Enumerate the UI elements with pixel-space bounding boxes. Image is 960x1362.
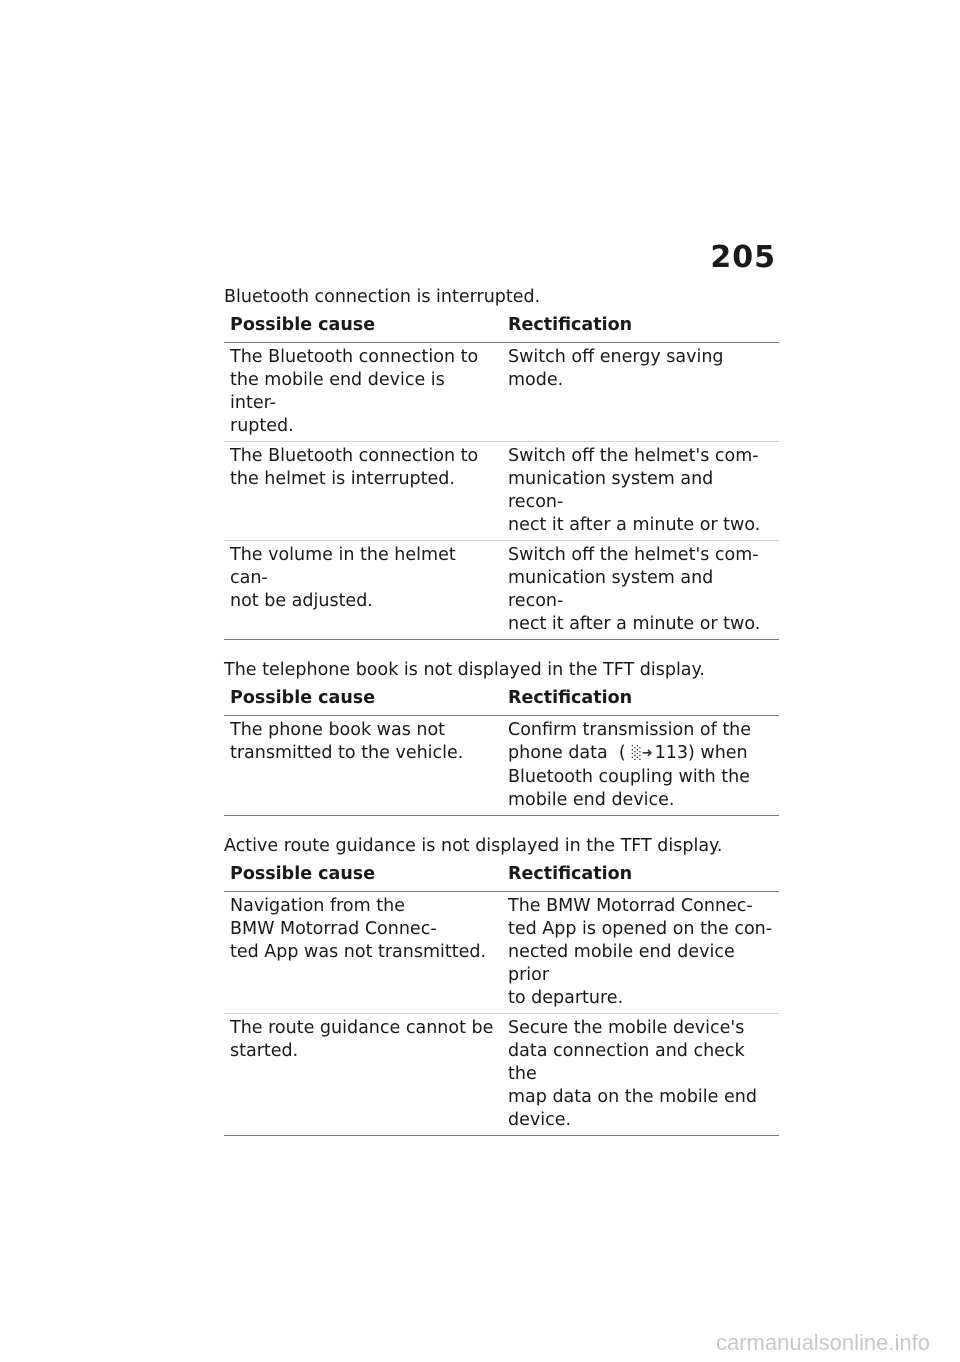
table-row xyxy=(224,541,779,640)
column-header-rectification: Rectification xyxy=(502,686,779,716)
table-row xyxy=(224,442,779,541)
troubleshooting-table xyxy=(224,313,779,640)
section-route-guidance xyxy=(224,835,779,1136)
cause-cell: Navigation from the BMW Motorrad Connec- ted App was not transmitted. xyxy=(224,892,502,1014)
column-header-rectification: Rectification xyxy=(502,862,779,892)
rectification-cell: Switch off the helmet's com- munication system and recon- nect it after a minute or two. xyxy=(502,541,779,640)
table-row xyxy=(224,1014,779,1136)
section-title: The telephone book is not displayed in the TFT display. xyxy=(224,660,705,680)
troubleshooting-table xyxy=(224,862,779,1136)
section-title: Bluetooth connection is interrupted. xyxy=(224,287,541,307)
column-header-cause: Possible cause xyxy=(224,862,502,892)
cause-cell: The Bluetooth connection to the mobile end device is inter- rupted. xyxy=(224,343,502,442)
cause-cell: The volume in the helmet can- not be adjusted. xyxy=(224,541,502,640)
column-header-rectification: Rectification xyxy=(502,313,779,343)
table-row xyxy=(224,343,779,442)
rectification-cell: Confirm transmission of the phone data ( ░➜ 113) when Bluetooth coupling with the mobile end device. xyxy=(502,716,779,816)
rectification-cell: Switch off energy saving mode. xyxy=(502,343,779,442)
cause-cell: The Bluetooth connection to the helmet is interrupted. xyxy=(224,442,502,541)
section-phone-book xyxy=(224,659,779,816)
rectification-cell: Secure the mobile device's data connection and check the map data on the mobile end device. xyxy=(502,1014,779,1136)
page-content xyxy=(224,286,779,1155)
column-header-cause: Possible cause xyxy=(224,686,502,716)
page-number: 205 xyxy=(710,240,776,275)
page-reference[interactable]: 113 xyxy=(654,743,688,763)
column-header-cause: Possible cause xyxy=(224,313,502,343)
cause-cell: The route guidance cannot be started. xyxy=(224,1014,502,1136)
table-row xyxy=(224,716,779,816)
rectification-cell: Switch off the helmet's com- munication system and recon- nect it after a minute or two. xyxy=(502,442,779,541)
table-header-row xyxy=(224,862,779,892)
arrow-right-icon: ░➜ xyxy=(631,746,653,761)
table-row xyxy=(224,892,779,1014)
section-bluetooth xyxy=(224,286,779,640)
table-header-row xyxy=(224,313,779,343)
cause-cell: The phone book was not transmitted to the vehicle. xyxy=(224,716,502,816)
watermark: carmanualsonline.info xyxy=(715,1330,930,1355)
section-title: Active route guidance is not displayed in the TFT display. xyxy=(224,836,723,856)
rectification-cell: The BMW Motorrad Connec- ted App is opened on the con- nected mobile end device prior to departure. xyxy=(502,892,779,1014)
table-header-row xyxy=(224,686,779,716)
troubleshooting-table xyxy=(224,686,779,816)
